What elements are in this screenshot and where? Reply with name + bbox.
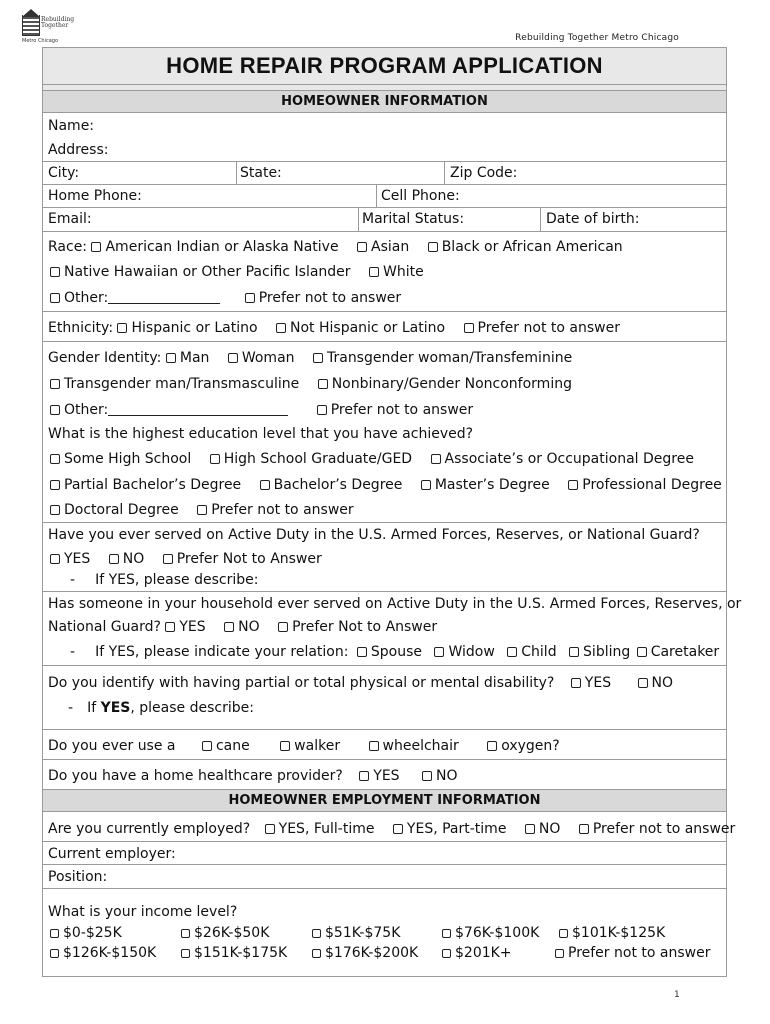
- race-other-input[interactable]: [108, 291, 220, 304]
- checkbox-household-prefer-not[interactable]: [278, 622, 288, 632]
- position-field[interactable]: Position:: [48, 869, 108, 885]
- checkbox-race-american-indian[interactable]: [91, 242, 101, 252]
- military-describe[interactable]: - If YES, please describe:: [70, 572, 259, 588]
- checkbox-gender-trans-man[interactable]: [50, 379, 60, 389]
- checkbox-income-1[interactable]: [181, 929, 190, 938]
- edu-associates-label: Associate’s or Occupational Degree: [444, 451, 694, 467]
- edu-masters-label: Master’s Degree: [434, 477, 550, 493]
- checkbox-edu-associates[interactable]: [431, 454, 441, 464]
- checkbox-household-yes[interactable]: [165, 622, 175, 632]
- mobility-row: [48, 738, 560, 754]
- relation-caretaker-label: Caretaker: [650, 644, 720, 660]
- checkbox-race-white[interactable]: [369, 267, 379, 277]
- military-no-label: NO: [122, 551, 145, 567]
- income-label-6: $151K-$175K: [194, 945, 288, 961]
- gender-man-label: Man: [179, 350, 210, 366]
- race-american-indian-label: American Indian or Alaska Native: [105, 239, 339, 255]
- not-hispanic-label: Not Hispanic or Latino: [290, 320, 446, 336]
- healthcare-no-label: NO: [436, 768, 458, 784]
- income-opt-9: [555, 945, 710, 961]
- relation-spouse-label: Spouse: [370, 644, 423, 660]
- ethnicity-label: Ethnicity:: [48, 320, 114, 336]
- income-opt-6: [181, 945, 287, 961]
- checkbox-income-5[interactable]: [50, 949, 59, 958]
- section-homeowner-information: HOMEOWNER INFORMATION: [43, 90, 726, 113]
- checkbox-income-0[interactable]: [50, 929, 59, 938]
- income-label-8: $201K+: [455, 945, 512, 961]
- checkbox-gender-man[interactable]: [166, 353, 176, 363]
- checkbox-oxygen[interactable]: [487, 741, 497, 751]
- logo: [22, 13, 82, 45]
- application-form: [42, 47, 742, 977]
- checkbox-hispanic[interactable]: [117, 323, 127, 333]
- checkbox-edu-prefer-not[interactable]: [197, 505, 207, 515]
- address-field[interactable]: Address:: [48, 142, 109, 158]
- page-title: HOME REPAIR PROGRAM APPLICATION: [43, 48, 726, 85]
- checkbox-relation-caretaker[interactable]: [637, 647, 647, 657]
- checkbox-relation-sibling[interactable]: [569, 647, 579, 657]
- income-label-3: $76K-$100K: [455, 925, 540, 941]
- household-yes-label: YES: [179, 619, 206, 635]
- page-number: 1: [674, 990, 680, 1000]
- checkbox-relation-spouse[interactable]: [357, 647, 367, 657]
- checkbox-edu-professional[interactable]: [568, 480, 578, 490]
- gender-trans-woman-label: Transgender woman/Transfeminine: [326, 350, 573, 366]
- income-opt-8: [442, 945, 512, 961]
- income-label-4: $101K-$125K: [572, 925, 666, 941]
- income-label-1: $26K-$50K: [194, 925, 270, 941]
- cane-label: cane: [215, 738, 250, 754]
- checkbox-gender-prefer-not[interactable]: [317, 405, 327, 415]
- military-question: Have you ever served on Active Duty in the U.S. Armed Forces, Reserves, or National Guard?: [48, 527, 700, 543]
- income-opt-7: [312, 945, 418, 961]
- checkbox-income-2[interactable]: [312, 929, 321, 938]
- disability-if-label: If: [87, 700, 97, 716]
- oxygen-label: oxygen?: [501, 738, 560, 754]
- race-native-hawaiian-label: Native Hawaiian or Other Pacific Islander: [64, 264, 351, 280]
- employed-part-label: YES, Part-time: [406, 821, 507, 837]
- checkbox-income-3[interactable]: [442, 929, 451, 938]
- checkbox-military-prefer-not[interactable]: [163, 554, 173, 564]
- race-black-label: Black or African American: [441, 239, 623, 255]
- edu-bachelors-label: Bachelor’s Degree: [273, 477, 403, 493]
- checkbox-edu-doctoral[interactable]: [50, 505, 60, 515]
- checkbox-edu-masters[interactable]: [421, 480, 431, 490]
- race-row-3: [50, 290, 401, 306]
- household-military-question-cont: National Guard?: [48, 619, 161, 635]
- education-row-2: [50, 477, 722, 493]
- income-label-2: $51K-$75K: [325, 925, 401, 941]
- employment-question: Are you currently employed?: [48, 821, 251, 837]
- race-prefer-not-label: Prefer not to answer: [258, 290, 402, 306]
- checkbox-income-4[interactable]: [559, 929, 568, 938]
- checkbox-employed-full[interactable]: [265, 824, 275, 834]
- healthcare-row: [48, 768, 458, 784]
- gender-prefer-not-label: Prefer not to answer: [330, 402, 474, 418]
- healthcare-yes-label: YES: [373, 768, 400, 784]
- checkbox-relation-widow[interactable]: [434, 647, 444, 657]
- walker-label: walker: [294, 738, 341, 754]
- relation-sibling-label: Sibling: [583, 644, 631, 660]
- race-asian-label: Asian: [371, 239, 410, 255]
- edu-partial-bachelors-label: Partial Bachelor’s Degree: [64, 477, 242, 493]
- wheelchair-label: wheelchair: [382, 738, 459, 754]
- race-other-label: Other:: [64, 290, 109, 306]
- section-employment-information: HOMEOWNER EMPLOYMENT INFORMATION: [43, 789, 726, 812]
- income-opt-0: [50, 925, 122, 941]
- education-question: What is the highest education level that you have achieved?: [48, 426, 474, 442]
- logo-text: Rebuilding Together: [41, 16, 75, 29]
- mobility-question: Do you ever use a: [48, 738, 176, 754]
- email-field[interactable]: Email:: [48, 211, 92, 227]
- zip-code-field[interactable]: Zip Code:: [450, 165, 518, 181]
- checkbox-healthcare-no[interactable]: [422, 771, 432, 781]
- race-white-label: White: [383, 264, 424, 280]
- race-label: Race:: [48, 239, 88, 255]
- household-relation-row: - If YES, please indicate your relation: Spouse Widow Child Sibling Caretaker: [70, 644, 720, 660]
- education-row-1: [50, 451, 694, 467]
- military-options: [50, 551, 322, 567]
- checkbox-edu-bachelors[interactable]: [260, 480, 270, 490]
- checkbox-gender-other[interactable]: [50, 405, 60, 415]
- household-military-options: [48, 619, 437, 635]
- checkbox-military-no[interactable]: [109, 554, 119, 564]
- income-label-9: Prefer not to answer: [568, 945, 711, 961]
- income-opt-5: [50, 945, 156, 961]
- income-question: What is your income level?: [48, 904, 238, 920]
- checkbox-income-9[interactable]: [555, 949, 564, 958]
- income-opt-2: [312, 925, 400, 941]
- income-label-5: $126K-$150K: [63, 945, 157, 961]
- checkbox-income-6[interactable]: [181, 949, 190, 958]
- checkbox-gender-nonbinary[interactable]: [318, 379, 328, 389]
- checkbox-race-asian[interactable]: [357, 242, 367, 252]
- checkbox-ethnicity-prefer-not[interactable]: [464, 323, 474, 333]
- hispanic-label: Hispanic or Latino: [131, 320, 258, 336]
- gender-row-2: [50, 376, 572, 392]
- organization-name: Rebuilding Together Metro Chicago: [515, 33, 679, 43]
- gender-label: Gender Identity:: [48, 350, 162, 366]
- employment-row: [48, 821, 735, 837]
- checkbox-edu-high-school-grad[interactable]: [210, 454, 220, 464]
- checkbox-race-black[interactable]: [428, 242, 438, 252]
- education-row-3: [50, 502, 354, 518]
- checkbox-edu-partial-bachelors[interactable]: [50, 480, 60, 490]
- name-field[interactable]: Name:: [48, 118, 95, 134]
- military-prefer-not-label: Prefer Not to Answer: [176, 551, 322, 567]
- edu-doctoral-label: Doctoral Degree: [64, 502, 179, 518]
- disability-yes-label: YES: [584, 675, 612, 691]
- military-describe-label: If YES, please describe:: [95, 572, 259, 588]
- disability-describe[interactable]: - If YES, please describe:: [68, 700, 254, 716]
- checkbox-gender-woman[interactable]: [228, 353, 238, 363]
- household-relation-label: If YES, please indicate your relation:: [95, 644, 349, 660]
- disability-question: Do you identify with having partial or total physical or mental disability?: [48, 675, 555, 691]
- home-phone-field[interactable]: Home Phone:: [48, 188, 142, 204]
- disability-describe-label: , please describe:: [130, 700, 254, 716]
- household-prefer-not-label: Prefer Not to Answer: [292, 619, 438, 635]
- gender-nonbinary-label: Nonbinary/Gender Nonconforming: [331, 376, 572, 392]
- relation-child-label: Child: [521, 644, 557, 660]
- checkbox-gender-trans-woman[interactable]: [313, 353, 323, 363]
- race-row-1: [48, 239, 623, 255]
- employed-no-label: NO: [538, 821, 561, 837]
- income-opt-3: [442, 925, 539, 941]
- household-no-label: NO: [238, 619, 260, 635]
- checkbox-income-7[interactable]: [312, 949, 321, 958]
- gender-row-3: [50, 402, 473, 418]
- checkbox-race-native-hawaiian[interactable]: [50, 267, 60, 277]
- edu-prefer-not-label: Prefer not to answer: [211, 502, 354, 518]
- employed-full-label: YES, Full-time: [278, 821, 375, 837]
- healthcare-question: Do you have a home healthcare provider?: [48, 768, 343, 784]
- gender-other-input[interactable]: [108, 403, 288, 416]
- checkbox-wheelchair[interactable]: [369, 741, 379, 751]
- edu-professional-label: Professional Degree: [582, 477, 722, 493]
- checkbox-cane[interactable]: [202, 741, 212, 751]
- checkbox-employed-no[interactable]: [525, 824, 535, 834]
- edu-some-high-school-label: Some High School: [64, 451, 192, 467]
- checkbox-military-yes[interactable]: [50, 554, 60, 564]
- checkbox-disability-yes[interactable]: [571, 678, 581, 688]
- logo-subtext: Metro Chicago: [22, 38, 59, 44]
- employed-prefer-not-label: Prefer not to answer: [592, 821, 736, 837]
- military-yes-label: YES: [64, 551, 91, 567]
- income-opt-1: [181, 925, 269, 941]
- checkbox-walker[interactable]: [280, 741, 290, 751]
- race-row-2: [50, 264, 424, 280]
- state-field[interactable]: State:: [240, 165, 282, 181]
- relation-widow-label: Widow: [448, 644, 495, 660]
- gender-trans-man-label: Transgender man/Transmasculine: [64, 376, 300, 392]
- cell-phone-field[interactable]: Cell Phone:: [381, 188, 460, 204]
- checkbox-race-prefer-not[interactable]: [245, 293, 255, 303]
- gender-woman-label: Woman: [241, 350, 295, 366]
- disability-yes-bold: YES: [100, 700, 131, 716]
- ethnicity-row: [48, 320, 620, 336]
- ethnicity-prefer-not-label: Prefer not to answer: [477, 320, 620, 336]
- checkbox-edu-some-high-school[interactable]: [50, 454, 60, 464]
- date-of-birth-field[interactable]: Date of birth:: [546, 211, 640, 227]
- marital-status-field[interactable]: Marital Status:: [362, 211, 465, 227]
- edu-high-school-grad-label: High School Graduate/GED: [223, 451, 413, 467]
- checkbox-not-hispanic[interactable]: [276, 323, 286, 333]
- checkbox-race-other[interactable]: [50, 293, 60, 303]
- household-military-question: Has someone in your household ever served on Active Duty in the U.S. Armed Forces, Reserves, or: [48, 596, 742, 612]
- city-field[interactable]: City:: [48, 165, 80, 181]
- checkbox-healthcare-yes[interactable]: [359, 771, 369, 781]
- gender-row-1: [48, 350, 572, 366]
- disability-row: [48, 675, 673, 691]
- house-logo-icon: [22, 15, 40, 36]
- checkbox-employed-prefer-not[interactable]: [579, 824, 589, 834]
- disability-no-label: NO: [651, 675, 674, 691]
- income-label-7: $176K-$200K: [325, 945, 419, 961]
- checkbox-income-8[interactable]: [442, 949, 451, 958]
- current-employer-field[interactable]: Current employer:: [48, 846, 176, 862]
- checkbox-employed-part[interactable]: [393, 824, 403, 834]
- gender-other-label: Other:: [64, 402, 109, 418]
- income-label-0: $0-$25K: [63, 925, 122, 941]
- checkbox-relation-child[interactable]: [507, 647, 517, 657]
- checkbox-disability-no[interactable]: [638, 678, 648, 688]
- income-opt-4: [559, 925, 665, 941]
- checkbox-household-no[interactable]: [224, 622, 234, 632]
